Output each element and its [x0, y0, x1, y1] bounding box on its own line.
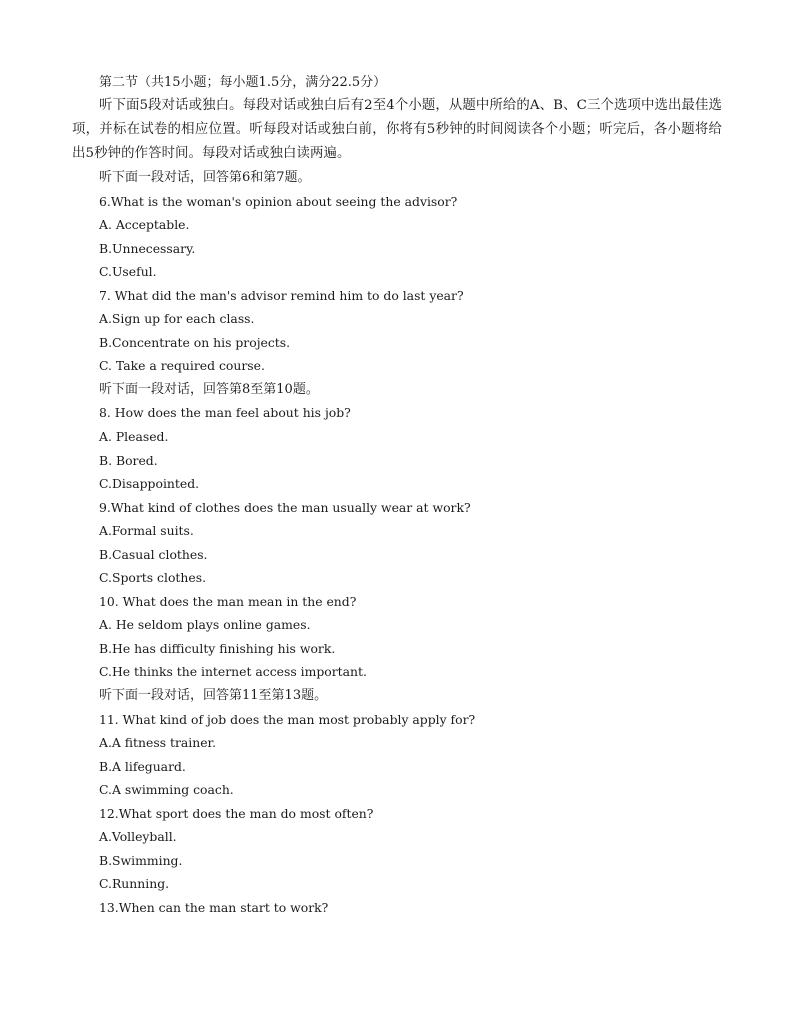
question-text: 12.What sport does the man do most often?	[99, 805, 374, 821]
answer-option: C.Useful.	[99, 264, 157, 280]
answer-option: A. Pleased.	[99, 429, 169, 445]
answer-option: A. Acceptable.	[99, 217, 190, 233]
answer-option: C.Disappointed.	[99, 476, 200, 492]
question-text: 8. How does the man feel about his job?	[99, 405, 351, 421]
answer-option: A.Volleyball.	[99, 829, 177, 845]
section-instructions: 听下面5段对话或独白。每段对话或独白后有2至4个小题，从题中所给的A、B、C三个选项中选出最佳选项，并标在试卷的相应位置。听每段对话或独白前，你将有5秒钟的时间阅读各个小题；听完后，各小题将给出5秒钟的作答时间。每段对话或独白读两遍。	[72, 98, 722, 161]
question-text: 10. What does the man mean in the end?	[99, 593, 357, 609]
answer-option: C.Sports clothes.	[99, 570, 207, 586]
dialogue-heading: 听下面一段对话，回答第11至第13题。	[99, 688, 328, 704]
answer-option: B.Casual clothes.	[99, 546, 208, 562]
answer-option: A.Sign up for each class.	[99, 311, 255, 327]
question-text: 7. What did the man's advisor remind him to do last year?	[99, 287, 464, 303]
question-text: 13.When can the man start to work?	[99, 899, 329, 915]
answer-option: C.Running.	[99, 876, 170, 892]
answer-option: A.A fitness trainer.	[99, 735, 217, 751]
answer-option: B.He has difficulty finishing his work.	[99, 640, 336, 656]
answer-option: A.Formal suits.	[99, 523, 194, 539]
answer-option: B.Unnecessary.	[99, 240, 196, 256]
answer-option: B.A lifeguard.	[99, 758, 186, 774]
question-list	[72, 166, 722, 920]
answer-option: B.Swimming.	[99, 852, 183, 868]
dialogue-heading: 听下面一段对话，回答第8至第10题。	[99, 381, 319, 397]
question-text: 9.What kind of clothes does the man usually wear at work?	[99, 499, 471, 515]
answer-option: B. Bored.	[99, 452, 158, 468]
question-text: 6.What is the woman's opinion about seeing the advisor?	[99, 193, 458, 209]
section-title: 第二节（共15小题；每小题1.5分，满分22.5分）	[99, 75, 387, 90]
answer-option: A. He seldom plays online games.	[99, 617, 311, 633]
answer-option: C.A swimming coach.	[99, 782, 234, 798]
answer-option: C.He thinks the internet access important.	[99, 664, 367, 680]
answer-option: C. Take a required course.	[99, 358, 265, 374]
question-text: 11. What kind of job does the man most probably apply for?	[99, 711, 476, 727]
dialogue-heading: 听下面一段对话，回答第6和第7题。	[99, 170, 311, 185]
answer-option: B.Concentrate on his projects.	[99, 334, 291, 350]
